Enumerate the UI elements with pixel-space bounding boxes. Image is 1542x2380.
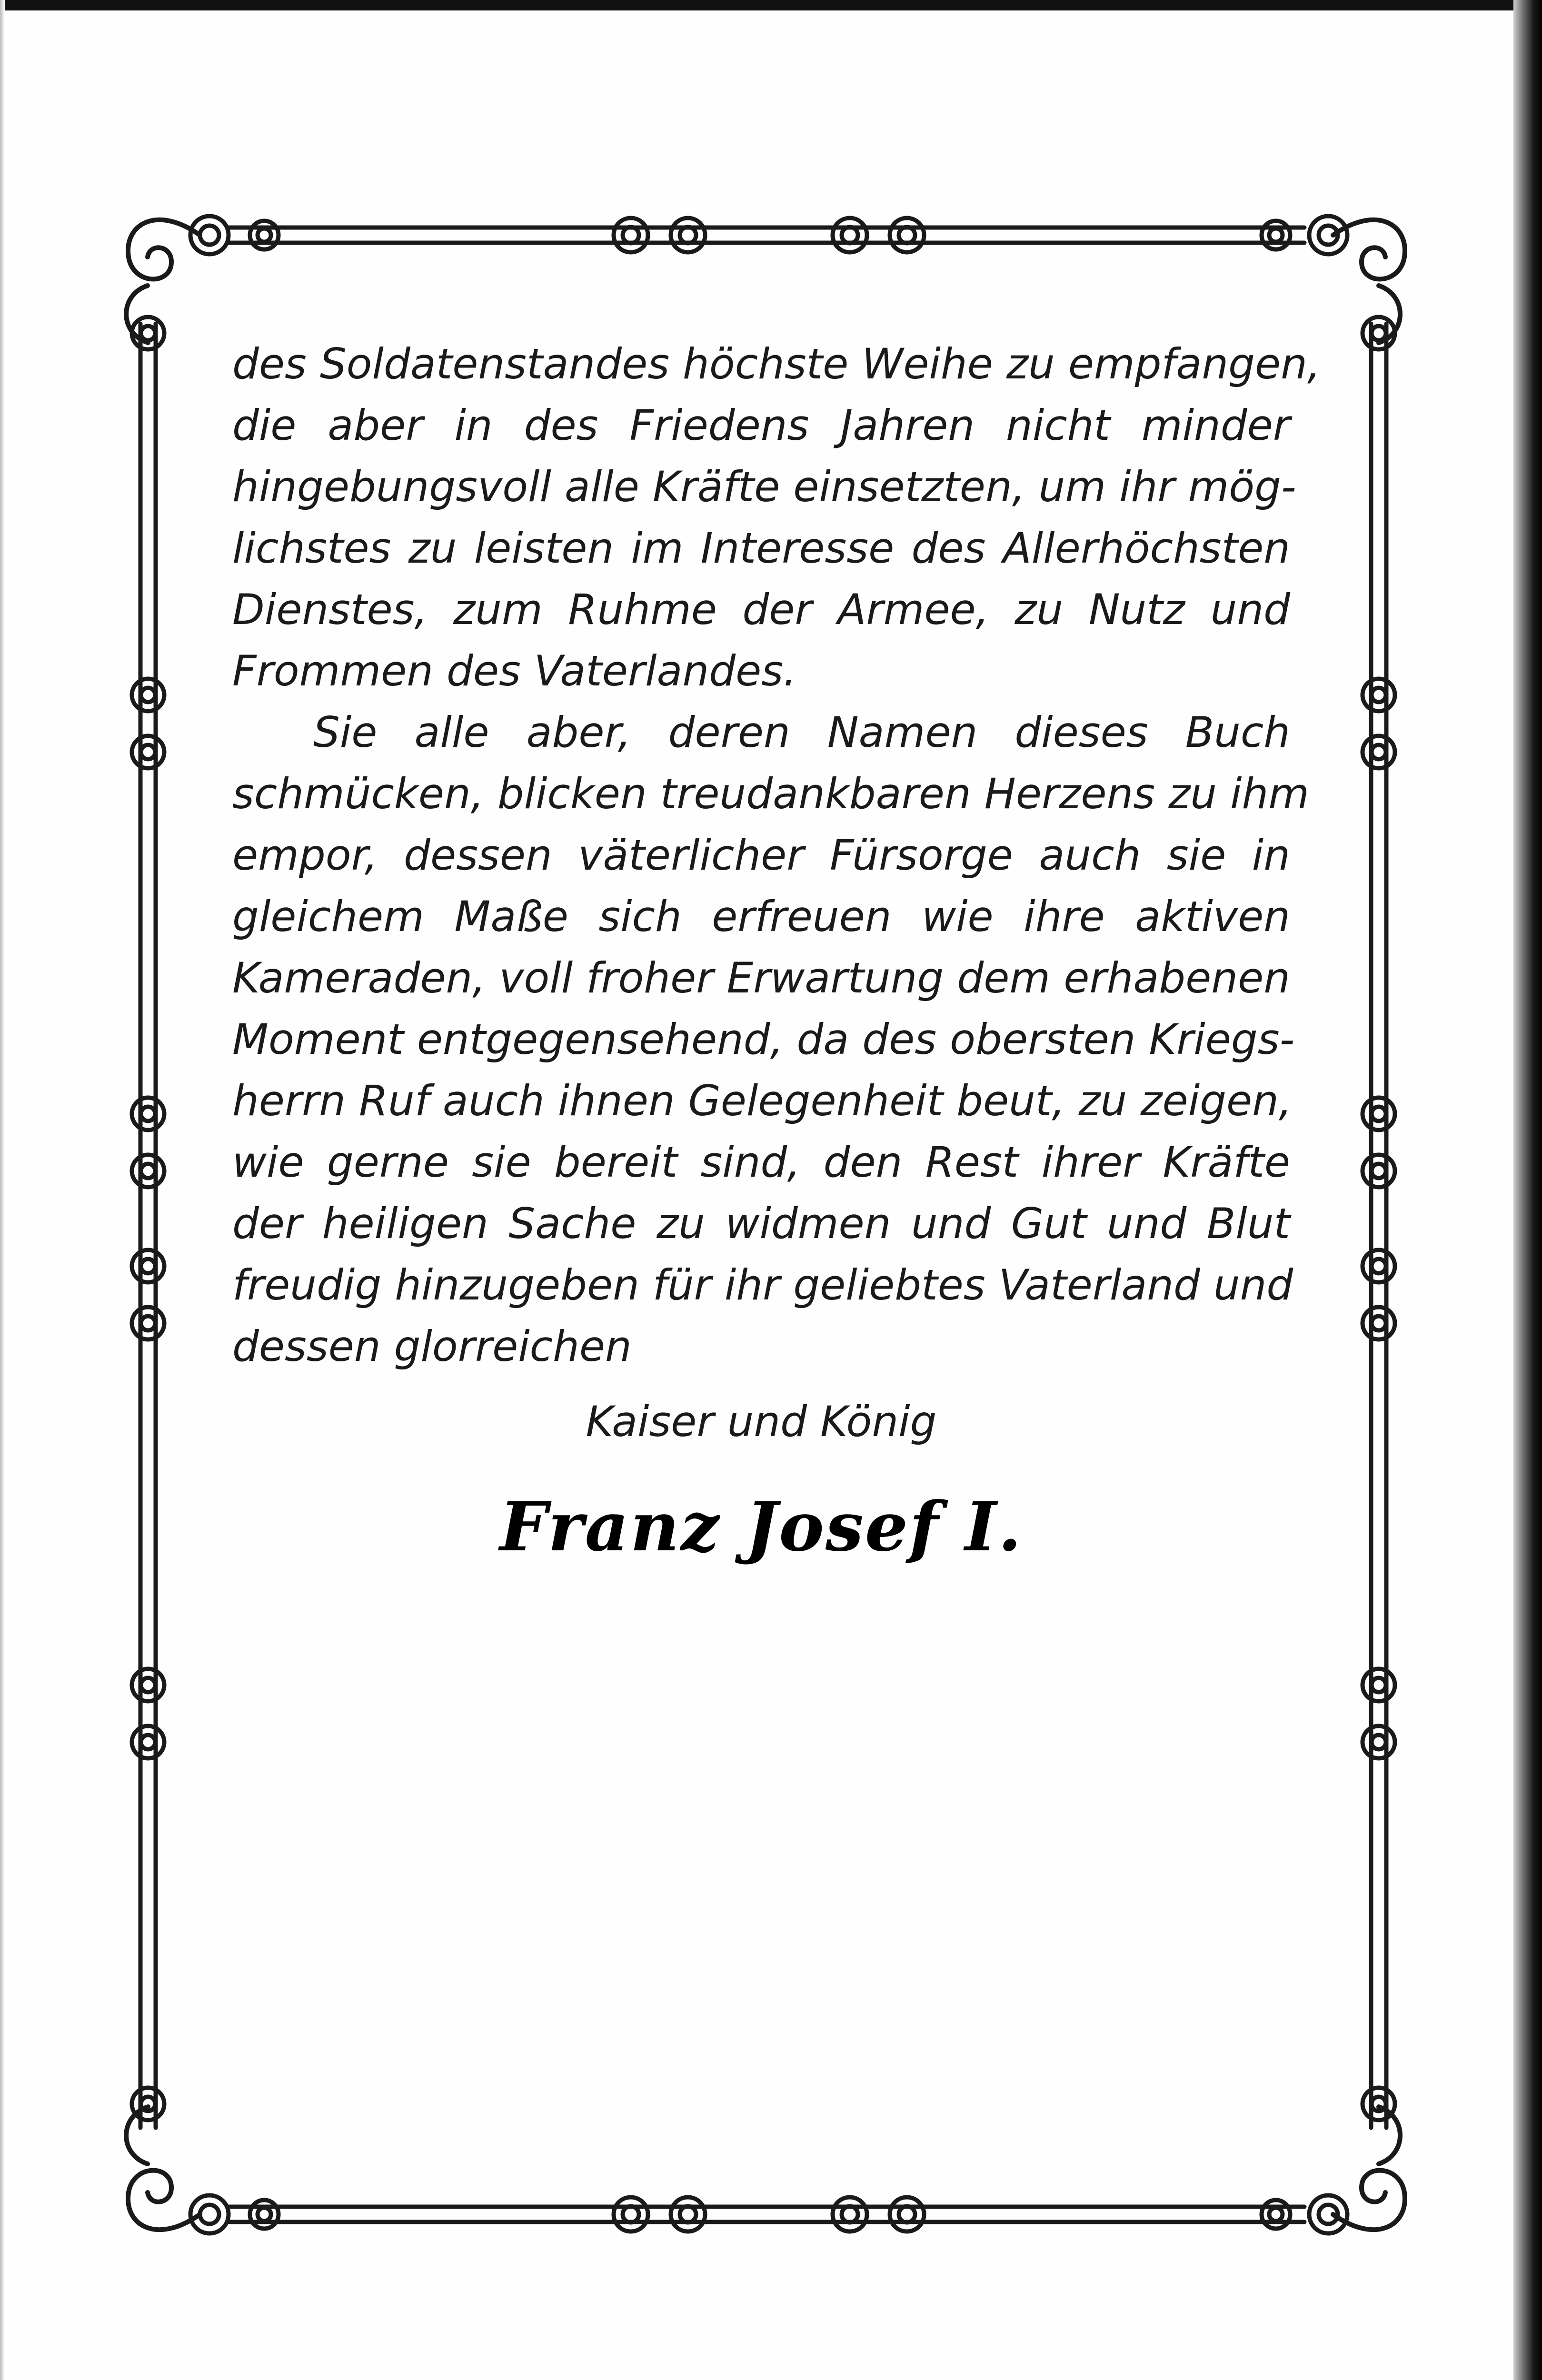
text-line: herrn Ruf auch ihnen Gelegenheit beut, zu zeigen, (232, 1076, 1292, 1125)
text-line: Kameraden, voll froher Erwartung dem erhabenen (232, 953, 1290, 1002)
text-line: gleichem Maße sich erfreuen wie ihre aktiven (232, 892, 1290, 941)
text-line: dessen glorreichen (232, 1322, 632, 1371)
text-line: die aber in des Friedens Jahren nicht minder (232, 401, 1290, 450)
text-line: der heiligen Sache zu widmen und Gut und Blut (232, 1199, 1290, 1248)
text-line: freudig hinzugeben für ihr geliebtes Vaterland und (232, 1260, 1293, 1309)
body-text (232, 333, 1321, 1377)
text-line: empor, dessen väterlicher Fürsorge auch sie in (232, 831, 1290, 880)
text-line: des Soldatenstandes höchste Weihe zu empfangen, (232, 339, 1321, 388)
text-line: wie gerne sie bereit sind, den Rest ihrer Kräfte (232, 1138, 1290, 1187)
closing-title: Kaiser und König (586, 1397, 937, 1446)
signature-name: Franz Josef I. (499, 1488, 1023, 1567)
text-line: Sie alle aber, deren Namen dieses Buch (313, 708, 1290, 757)
text-line: Frommen des Vaterlandes. (232, 646, 797, 695)
text-line: Dienstes, zum Ruhme der Armee, zu Nutz und (232, 585, 1290, 634)
text-line: Moment entgegensehend, da des obersten Kriegs- (232, 1015, 1295, 1064)
text-line: schmücken, blicken treudankbaren Herzens zu ihm (232, 769, 1309, 818)
text-line: hingebungsvoll alle Kräfte einsetzten, um ihr mög- (232, 462, 1296, 511)
text-line: lichstes zu leisten im Interesse des Allerhöchsten (232, 524, 1290, 573)
